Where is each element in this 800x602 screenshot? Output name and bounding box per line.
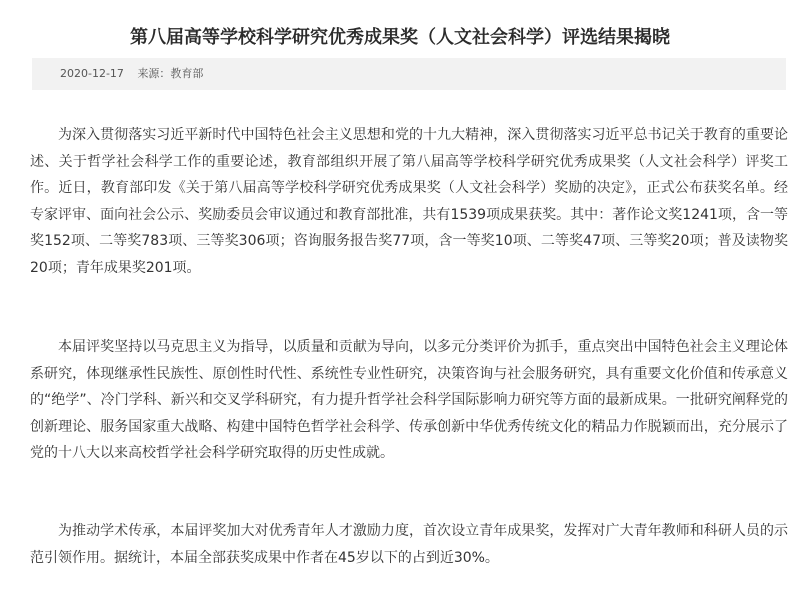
article-paragraph-3: 为推动学术传承，本届评奖加大对优秀青年人才激励力度，首次设立青年成果奖，发挥对广大青年教师和科研人员的示范引领作用。据统计，本届全部获奖成果中作者在45岁以下的占到近30%。 — [30, 523, 788, 566]
article-title: 第八届高等学校科学研究优秀成果奖（人文社会科学）评选结果揭晓 — [130, 27, 670, 49]
article-paragraph-1: 为深入贯彻落实习近平新时代中国特色社会主义思想和党的十九大精神，深入贯彻落实习近平总书记关于教育的重要论述、关于哲学社会科学工作的重要论述，教育部组织开展了第八届高等学校科学研究优秀成果奖（人文社会科学）评奖工作。近日，教育部印发《关于第八届高等学校科学研究优秀成果奖（人文社会科学）奖励的决定》，正式公布获奖名单。经专家评审、面向社会公示、奖励委员会审议通过和教育部批准，共有1539项成果获奖。其中：著作论文奖1241项，含一等奖152项、二等奖783项、三等奖306项；咨询服务报告奖77项，含一等奖10项、二等奖47项、三等奖20项；普及读物奖20项；青年成果奖201项。 — [30, 127, 788, 276]
publish-date: 2020-12-17 — [60, 67, 124, 80]
article-paragraph-2: 本届评奖坚持以马克思主义为指导，以质量和贡献为导向，以多元分类评价为抓手，重点突出中国特色社会主义理论体系研究，体现继承性民族性、原创性时代性、系统性专业性研究，决策咨询与社会服务研究，具有重要文化价值和传承意义的“绝学”、冷门学科、新兴和交叉学科研究，有力提升哲学社会科学国际影响力研究等方面的最新成果。一批研究阐释党的创新理论、服务国家重大战略、构建中国特色哲学社会科学、传承创新中华优秀传统文化的精品力作脱颖而出，充分展示了党的十八大以来高校哲学社会科学研究取得的历史性成就。 — [30, 339, 788, 461]
article-source: 来源：教育部 — [137, 67, 204, 80]
article-meta — [60, 58, 213, 90]
article-meta-bar — [32, 58, 786, 90]
